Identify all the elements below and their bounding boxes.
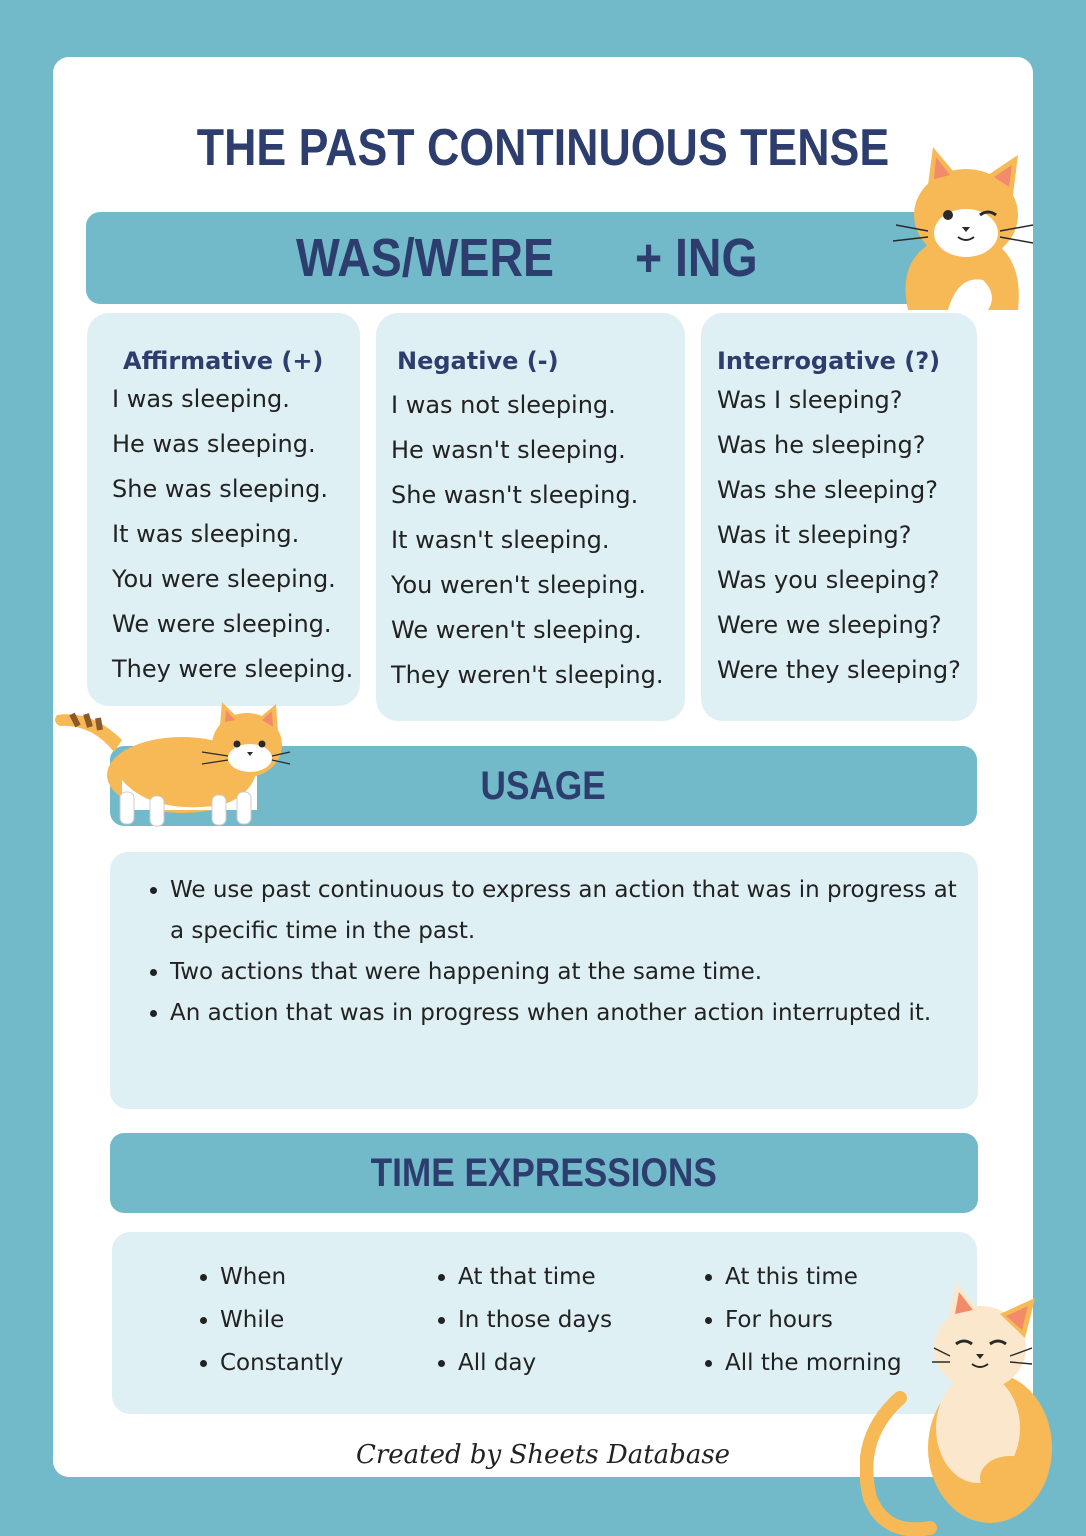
interrogative-heading: Interrogative (?) (717, 347, 941, 375)
list-item: I was not sleeping. (391, 391, 616, 419)
list-item: • Constantly (220, 1342, 343, 1385)
list-item: • For hours (725, 1299, 902, 1342)
list-item: Was he sleeping? (717, 431, 926, 459)
cat-walking-icon (52, 700, 292, 830)
list-item: She was sleeping. (112, 475, 328, 503)
negative-heading: Negative (-) (397, 347, 559, 375)
list-item: They weren't sleeping. (391, 661, 664, 689)
time-expressions-banner (110, 1133, 978, 1213)
list-item: He was sleeping. (112, 430, 316, 458)
list-item: • At this time (725, 1256, 902, 1299)
list-item: • When (220, 1256, 343, 1299)
cat-winking-icon (888, 145, 1038, 315)
list-item: Was she sleeping? (717, 476, 938, 504)
list-item: • Two actions that were happening at the same time. (170, 952, 960, 993)
list-item: • All the morning (725, 1342, 902, 1385)
affirmative-heading: Affirmative (+) (123, 347, 324, 375)
time-expressions-heading: TIME EXPRESSIONS (370, 1150, 718, 1195)
list-item: Were we sleeping? (717, 611, 942, 639)
list-item: It was sleeping. (112, 520, 300, 548)
list-item: Was I sleeping? (717, 386, 903, 414)
list-item: We weren't sleeping. (391, 616, 642, 644)
list-item: She wasn't sleeping. (391, 481, 639, 509)
list-item: • At that time (458, 1256, 612, 1299)
affirmative-column (87, 313, 360, 706)
usage-heading: USAGE (480, 763, 607, 808)
list-item: I was sleeping. (112, 385, 290, 413)
formula-part1: WAS/WERE (295, 228, 554, 288)
list-item: • While (220, 1299, 343, 1342)
list-item: • We use past continuous to express an action that was in progress at a specific time in the past. (170, 870, 960, 952)
usage-box (110, 852, 978, 1109)
list-item: • All day (458, 1342, 612, 1385)
list-item: Were they sleeping? (717, 656, 961, 684)
list-item: We were sleeping. (112, 610, 332, 638)
list-item: You weren't sleeping. (391, 571, 647, 599)
list-item: You were sleeping. (112, 565, 336, 593)
credit-signature: Created by Sheets Database (355, 1440, 731, 1470)
list-item: Was it sleeping? (717, 521, 912, 549)
interrogative-column (701, 313, 977, 721)
formula-part2: + ING (634, 228, 758, 288)
list-item: • In those days (458, 1299, 612, 1342)
cat-sitting-icon (860, 1278, 1060, 1536)
list-item: Was you sleeping? (717, 566, 940, 594)
formula-banner (86, 212, 956, 304)
negative-column (376, 313, 685, 721)
list-item: They were sleeping. (112, 655, 354, 683)
list-item: He wasn't sleeping. (391, 436, 626, 464)
page-title: THE PAST CONTINUOUS TENSE (196, 119, 890, 177)
time-expressions-box (112, 1232, 977, 1414)
list-item: It wasn't sleeping. (391, 526, 610, 554)
list-item: • An action that was in progress when another action interrupted it. (170, 993, 960, 1034)
